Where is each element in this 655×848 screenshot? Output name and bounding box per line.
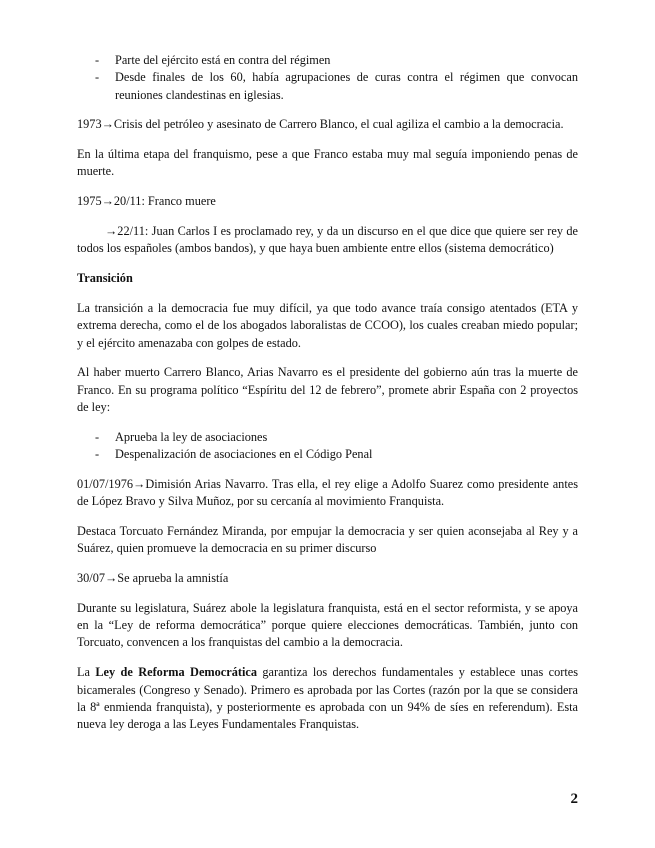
dash-bullet: - [95,447,100,462]
list-item [77,446,578,463]
paragraph-dimision: 01/07/1976→Dimisión Arias Navarro. Tras ella, el rey elige a Adolfo Suarez como presidente antes de López Bravo y Silva Muñoz, por su cercanía al movimiento Franquista. [77,476,578,509]
paragraph-1975: 1975→20/11: Franco muere [77,194,216,209]
paragraph-transicion: La transición a la democracia fue muy difícil, ya que todo avance traía consigo atentados (ETA y extrema derecha, como el de los abogados laboralistas de CCOO), los cuales creaban miedo popular; y el ejército amenazaba con golpes de estado. [77,300,578,350]
page-number: 2 [570,791,578,807]
section-heading-transicion: Transición [77,271,133,286]
ley-reforma-bold-term: Ley de Reforma Democrática [95,665,257,680]
list-item-text: Parte del ejército está en contra del régimen [115,53,331,67]
dash-bullet: - [95,429,100,444]
ley-reforma-prefix: La [77,665,96,680]
paragraph-torcuato: Destaca Torcuato Fernández Miranda, por empujar la democracia y ser quien aconsejaba al Rey y a Suárez, quien promueve la democracia en su primer discurso [77,523,578,556]
document-body [77,52,578,746]
list-item [77,69,578,104]
ley-bullet-list [77,429,578,464]
dash-bullet: - [95,53,100,67]
paragraph-arias-navarro: Al haber muerto Carrero Blanco, Arias Navarro es el presidente del gobierno aún tras la muerte de Franco. En su programa político “Espíritu del 12 de febrero”, promete abrir España con 2 proyectos de ley: [77,365,578,414]
list-item-text: Aprueba la ley de asociaciones [115,429,268,444]
dash-bullet: - [95,70,100,85]
list-item-text: Despenalización de asociaciones en el Código Penal [115,447,373,462]
paragraph-legislatura: Durante su legislatura, Suárez abole la legislatura franquista, está en el sector reformista, y se apoya en la “Ley de reforma democrática” porque quiere elecciones democráticas. También, junto con Torcuato, convencen a los franquistas del cambio a la democracia. [77,600,578,650]
paragraph-ultima-etapa: En la última etapa del franquismo, pese a que Franco estaba muy mal seguía imponiendo penas de muerte. [77,147,578,179]
list-item [77,429,578,446]
list-item-text: Desde finales de los 60, había agrupaciones de curas contra el régimen que convocan reuniones clandestinas en iglesias. [115,70,578,102]
paragraph-1973: 1973→Crisis del petróleo y asesinato de Carrero Blanco, el cual agiliza el cambio a la democracia. [77,117,564,132]
paragraph-amnistia: 30/07→Se aprueba la amnistía [77,571,229,586]
paragraph-juan-carlos: →22/11: Juan Carlos I es proclamado rey, y da un discurso en el que dice que quiere ser rey de todos los españoles (ambos bandos), y que haya buen ambiente entre ellos (sistema democrático) [77,224,578,256]
paragraph-ley-reforma [77,664,578,733]
ley-reforma-rest: garantiza los derechos fundamentales y establece unas cortes bicamerales (Congreso y Senado). Primero es aprobada por las Cortes (razón por la que se considera la 8ª enmienda franquista), y posteriormente es aprobada con un 94% de síes en referendum). Esta nueva ley deroga a las Leyes Fundamentales Franquistas. [77,665,579,732]
top-bullet-list [77,52,578,104]
list-item [77,52,578,69]
